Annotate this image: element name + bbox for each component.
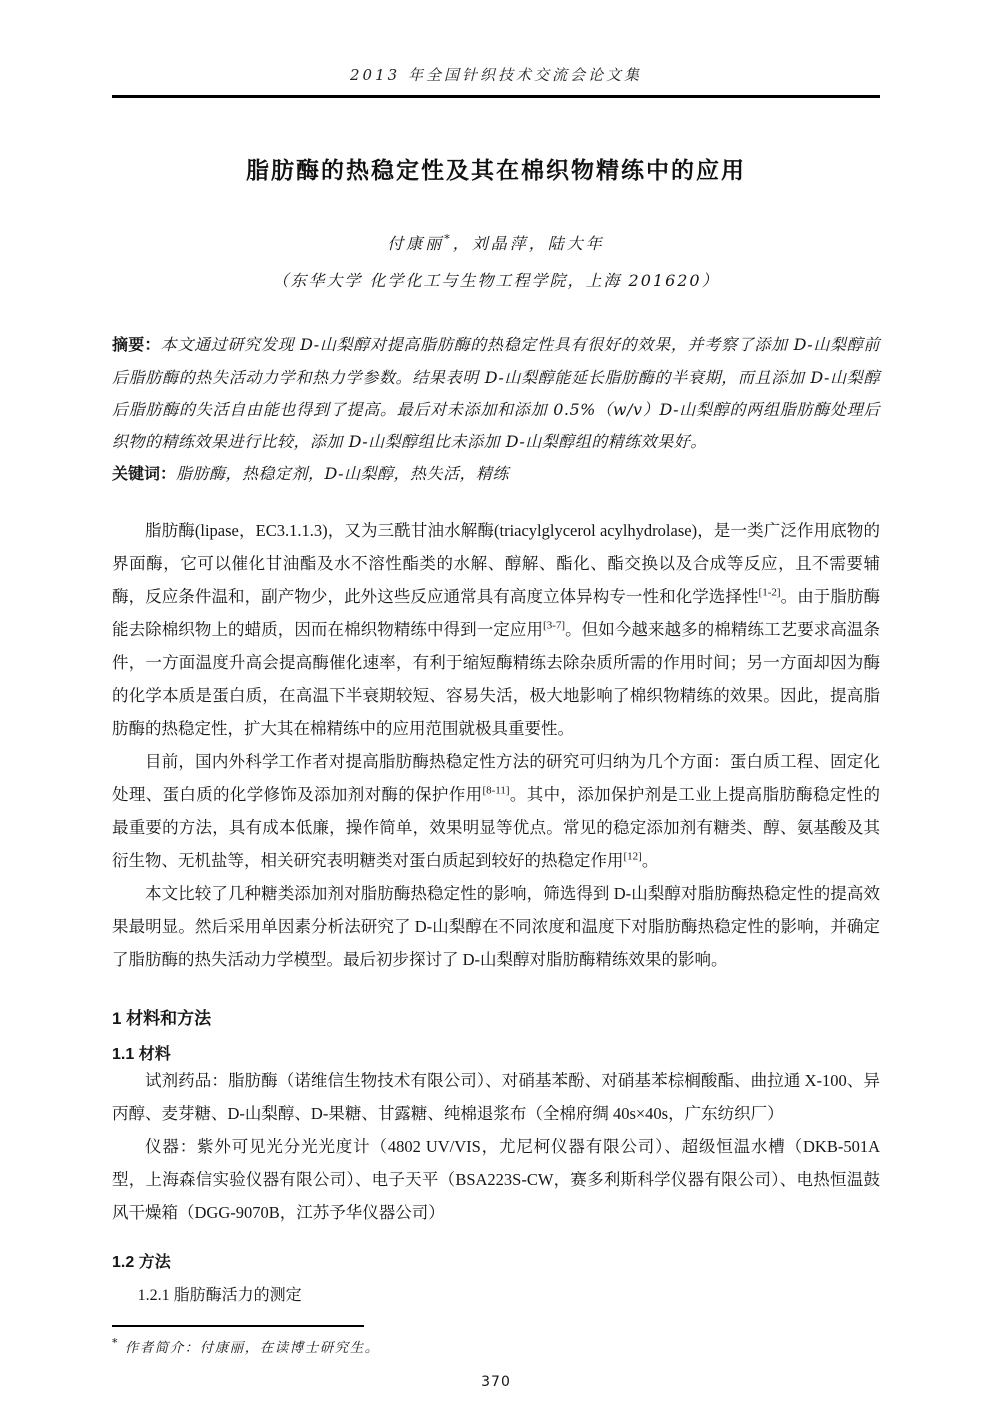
section-heading-materials-and-methods: 1 材料和方法 xyxy=(112,1009,212,1028)
keywords-text: 脂肪酶，热稳定剂，D-山梨醇，热失活，精练 xyxy=(176,464,510,483)
intro-paragraph-2: 目前，国内外科学工作者对提高脂肪酶热稳定性方法的研究可归纳为几个方面：蛋白质工程、固定化处理、蛋白质的化学修饰及添加剂对酶的保护作用[8-11]。其中，添加保护剂是工业上提高脂肪酶稳定性的最重要的方法，具有成本低廉，操作简单，效果明显等优点。常见的稳定添加剂有糖类、醇、氨基酸及其衍生物、无机盐等，相关研究表明糖类对蛋白质起到较好的热稳定作用[12]。 xyxy=(112,752,881,870)
affiliation-line: （东华大学 化学化工与生物工程学院，上海 201620） xyxy=(272,271,720,290)
section-heading-lipase-activity-assay: 1.2.1 脂肪酶活力的测定 xyxy=(137,1287,302,1304)
abstract-label: 摘要： xyxy=(112,337,161,354)
instruments-paragraph: 仪器：紫外可见光分光光度计（4802 UV/VIS，尤尼柯仪器有限公司）、超级恒温水槽（DKB-501A 型，上海森信实验仪器有限公司）、电子天平（BSA223S-CW，赛多利斯科学仪器有限公司）、电热恒温鼓风干燥箱（DGG-9070B，江苏予华仪器公司） xyxy=(112,1137,880,1222)
section-heading-materials: 1.1 材料 xyxy=(112,1046,171,1063)
authors-rest: ，刘晶萍，陆大年 xyxy=(452,234,605,253)
section-heading-methods: 1.2 方法 xyxy=(112,1254,171,1271)
keywords-line xyxy=(112,458,880,491)
reagents-paragraph: 试剂药品：脂肪酶（诺维信生物技术有限公司）、对硝基苯酚、对硝基苯棕榈酸酯、曲拉通 X-100、异丙醇、麦芽糖、D-山梨醇、D-果糖、甘露糖、纯棉退浆布（全棉府绸 40s×40s，广东纺织厂） xyxy=(112,1071,880,1123)
abstract-text: 本文通过研究发现 D-山梨醇对提高脂肪酶的热稳定性具有很好的效果，并考察了添加 D-山梨醇前后脂肪酶的热失活动力学和热力学参数。结果表明 D-山梨醇能延长脂肪酶的半衰期，而且添加 D-山梨醇后脂肪酶的失活自由能也得到了提高。最后对未添加和添加 0.5%（w/v）D-山梨醇的两组脂肪酶处理后织物的精练效果进行比较，添加 D-山梨醇组比未添加 D-山梨醇组的精练效果好。 xyxy=(112,335,880,451)
header-rule xyxy=(112,95,880,98)
intro-paragraph-3: 本文比较了几种糖类添加剂对脂肪酶热稳定性的影响，筛选得到 D-山梨醇对脂肪酶热稳定性的提高效果最明显。然后采用单因素分析法研究了 D-山梨醇在不同浓度和温度下对脂肪酶热稳定性的影响，并确定了脂肪酶的热失活动力学模型。最后初步探讨了 D-山梨醇对脂肪酶精练效果的影响。 xyxy=(112,884,880,969)
footnote-text: 作者简介：付康丽，在读博士研究生。 xyxy=(124,1340,380,1356)
paper-title: 脂肪酶的热稳定性及其在棉织物精练中的应用 xyxy=(246,157,746,183)
running-header: 2013 年全国针织技术交流会论文集 xyxy=(350,66,642,84)
authors-line xyxy=(112,231,880,254)
footnote xyxy=(112,1336,880,1356)
footnote-rule xyxy=(112,1325,364,1327)
page-number: 370 xyxy=(481,1374,511,1390)
abstract-paragraph xyxy=(112,329,880,458)
intro-paragraph-1: 脂肪酶(lipase，EC3.1.1.3)，又为三酰甘油水解酶(triacylglycerol acylhydrolase)，是一类广泛作用底物的界面酶，它可以催化甘油酯及水不溶性酯类的水解、醇解、酯化、酯交换以及合成等反应，且不需要辅酶，反应条件温和，副产物少，此外这些反应通常具有高度立体异构专一性和化学选择性[1-2]。由于脂肪酶能去除棉织物上的蜡质，因而在棉织物精练中得到一定应用[3-7]。但如今越来越多的棉精练工艺要求高温条件，一方面温度升高会提高酶催化速率，有利于缩短酶精练去除杂质所需的作用时间；另一方面却因为酶的化学本质是蛋白质，在高温下半衰期较短、容易失活，极大地影响了棉织物精练的效果。因此，提高脂肪酶的热稳定性，扩大其在棉精练中的应用范围就极具重要性。 xyxy=(112,521,881,738)
author-first: 付康丽 xyxy=(387,234,445,253)
footnote-mark: * xyxy=(112,1336,119,1350)
keywords-label: 关键词： xyxy=(112,466,177,483)
author-footnote-mark: * xyxy=(444,232,453,246)
